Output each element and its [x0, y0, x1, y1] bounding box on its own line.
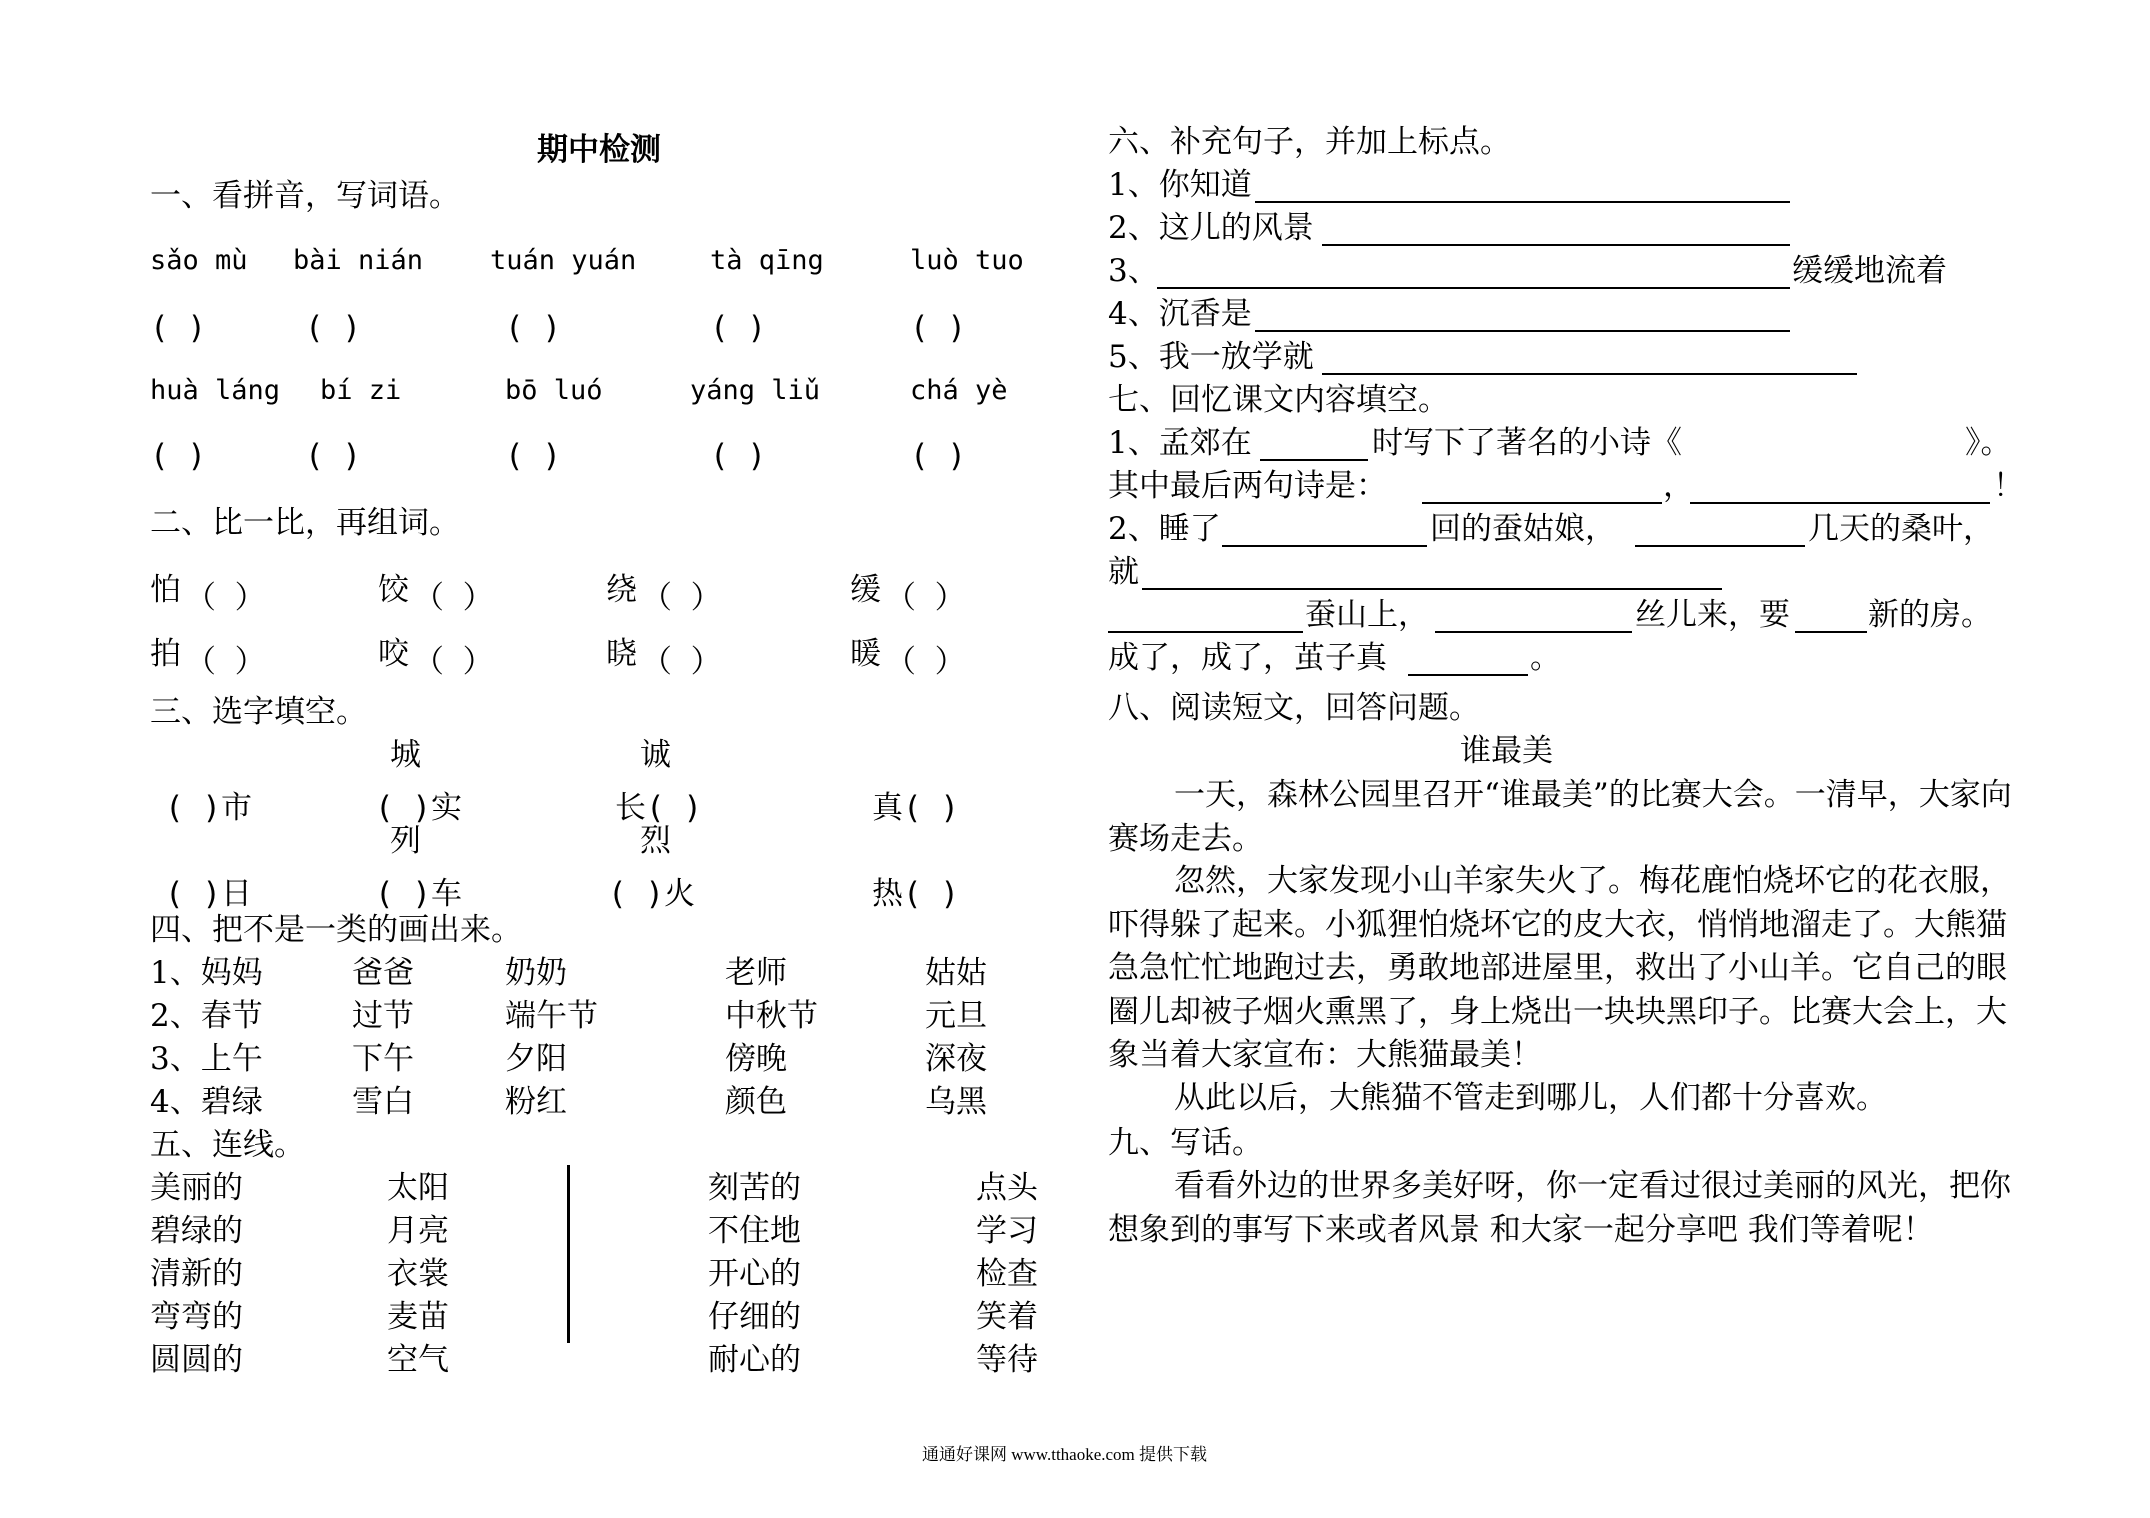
match-left-item[interactable]: 仔细的	[708, 1299, 801, 1335]
match-right-item[interactable]: 等待	[976, 1342, 1038, 1378]
story-paragraph: 忽然，大家发现小山羊家失火了。梅花鹿怕烧坏它的花衣服，吓得躲了起来。小狐狸怕烧坏它的皮大衣，悄悄地溜走了。大熊猫急急忙忙地跑过去，勇敢地部进屋里，救出了小山羊。它自己的眼圈儿却被子烟火熏黑了，身上烧出一块块黑印子。比赛大会上，大象当着大家宣布：大熊猫最美！	[1108, 863, 2011, 1073]
answer-line[interactable]	[1322, 371, 1857, 375]
pinyin-item: bài nián	[293, 245, 424, 276]
divider-line	[567, 1165, 570, 1343]
text-segment: 其中最后两句诗是：	[1108, 468, 1387, 504]
text-segment: ，	[1663, 468, 1694, 504]
char-option: 城	[390, 737, 421, 773]
answer-box[interactable]: （ ）	[885, 644, 966, 680]
match-left-item[interactable]: 耐心的	[708, 1342, 801, 1378]
char-item: 饺	[378, 572, 409, 608]
answer-line[interactable]	[1255, 328, 1790, 332]
answer-line[interactable]	[1157, 285, 1790, 289]
match-left-item[interactable]: 弯弯的	[150, 1299, 243, 1335]
word-item[interactable]: 颜色	[725, 1084, 787, 1120]
match-right-item[interactable]: 麦苗	[387, 1299, 449, 1335]
text-segment: 回的蚕姑娘，	[1430, 511, 1616, 547]
word-item[interactable]: 爸爸	[352, 955, 414, 991]
answer-box[interactable]: ( )	[710, 438, 766, 474]
answer-box[interactable]: ( )	[710, 310, 766, 346]
answer-line[interactable]	[1690, 500, 1990, 504]
word-item[interactable]: 端午节	[505, 998, 598, 1034]
char-item: 绕	[606, 572, 637, 608]
match-left-item[interactable]: 美丽的	[150, 1170, 243, 1206]
match-left-item[interactable]: 开心的	[708, 1256, 801, 1292]
word-item[interactable]: 2、春节	[150, 998, 263, 1034]
sentence-prompt: 3、	[1108, 253, 1159, 289]
answer-line[interactable]	[1408, 672, 1528, 676]
answer-box[interactable]: ( )	[910, 438, 966, 474]
answer-box[interactable]: ( )	[505, 438, 561, 474]
match-right-item[interactable]: 点头	[976, 1170, 1038, 1206]
word-item[interactable]: 元旦	[925, 998, 987, 1034]
word-item[interactable]: 下午	[352, 1041, 414, 1077]
answer-box[interactable]: ( )	[150, 438, 206, 474]
answer-line[interactable]	[1422, 500, 1662, 504]
match-right-item[interactable]: 空气	[387, 1342, 449, 1378]
answer-box[interactable]: ( )	[910, 310, 966, 346]
word-item[interactable]: 中秋节	[725, 998, 818, 1034]
pinyin-item: bí zi	[320, 375, 402, 406]
char-item: 拍	[150, 636, 181, 672]
pinyin-item: chá yè	[910, 375, 1008, 406]
sentence-tail: 缓缓地流着	[1792, 253, 1947, 289]
word-item[interactable]: 粉红	[505, 1084, 567, 1120]
answer-line[interactable]	[1222, 543, 1427, 547]
fill-blank[interactable]: ( )市	[165, 790, 252, 826]
sentence-prompt: 4、沉香是	[1108, 296, 1252, 332]
pinyin-item: tà qīng	[710, 245, 824, 276]
word-item[interactable]: 奶奶	[505, 955, 567, 991]
char-item: 怕	[150, 572, 181, 608]
fill-blank[interactable]: 热( )	[872, 876, 959, 912]
answer-line[interactable]	[1635, 543, 1805, 547]
text-segment: 新的房。	[1868, 597, 1992, 633]
pinyin-item: bō luó	[505, 375, 603, 406]
match-right-item[interactable]: 检查	[976, 1256, 1038, 1292]
section-9-heading: 九、写话。	[1108, 1125, 1263, 1161]
word-item[interactable]: 过节	[352, 998, 414, 1034]
fill-blank[interactable]: 长( )	[615, 790, 702, 826]
fill-blank[interactable]: 真( )	[872, 790, 959, 826]
pinyin-item: huà láng	[150, 375, 281, 406]
match-left-item[interactable]: 刻苦的	[708, 1170, 801, 1206]
pinyin-item: yáng liǔ	[690, 375, 821, 406]
word-item[interactable]: 夕阳	[505, 1041, 567, 1077]
match-left-item[interactable]: 圆圆的	[150, 1342, 243, 1378]
text-segment: 1、孟郊在	[1108, 425, 1252, 461]
sentence-prompt: 2、这儿的风景	[1108, 210, 1314, 246]
answer-line[interactable]	[1435, 629, 1632, 633]
match-left-item[interactable]: 清新的	[150, 1256, 243, 1292]
answer-box[interactable]: （ ）	[185, 580, 266, 616]
word-item[interactable]: 傍晚	[725, 1041, 787, 1077]
story-paragraph: 一天，森林公园里召开“谁最美”的比赛大会。一清早，大家向赛场走去。	[1108, 777, 2012, 857]
text-segment: 蚕山上，	[1305, 597, 1429, 633]
text-segment: 。	[1530, 640, 1561, 676]
match-right-item[interactable]: 月亮	[387, 1213, 449, 1249]
section-3-heading: 三、选字填空。	[150, 694, 367, 730]
char-item: 暖	[850, 636, 881, 672]
text-segment: 时写下了著名的小诗《	[1372, 425, 1682, 461]
answer-line[interactable]	[1142, 586, 1722, 590]
word-item[interactable]: 4、碧绿	[150, 1084, 263, 1120]
answer-box[interactable]: （ ）	[641, 580, 722, 616]
section-4-heading: 四、把不是一类的画出来。	[150, 912, 522, 948]
sentence-prompt: 1、你知道	[1108, 167, 1252, 203]
word-item[interactable]: 老师	[725, 955, 787, 991]
answer-box[interactable]: （ ）	[413, 580, 494, 616]
section-2-heading: 二、比一比，再组词。	[150, 505, 460, 541]
char-option: 诚	[640, 737, 671, 773]
writing-prompt: 看看外边的世界多美好呀，你一定看过很过美丽的风光，把你想象到的事写下来或者风景 和大家一起分享吧 我们等着呢！	[1108, 1168, 2011, 1248]
fill-blank[interactable]: ( )车	[375, 876, 462, 912]
story-title: 谁最美	[1460, 733, 1553, 769]
char-option: 烈	[640, 823, 671, 859]
char-item: 晓	[606, 636, 637, 672]
answer-box[interactable]: ( )	[505, 310, 561, 346]
answer-line[interactable]	[1322, 242, 1790, 246]
answer-box[interactable]: （ ）	[885, 580, 966, 616]
section-7-heading: 七、回忆课文内容填空。	[1108, 382, 1449, 418]
word-item[interactable]: 姑姑	[925, 955, 987, 991]
answer-line[interactable]	[1108, 629, 1303, 633]
match-right-item[interactable]: 太阳	[387, 1170, 449, 1206]
pinyin-item: sǎo mù	[150, 245, 248, 276]
answer-box[interactable]: （ ）	[413, 644, 494, 680]
text-segment: 2、睡了	[1108, 511, 1221, 547]
section-1-heading: 一、看拼音，写词语。	[150, 178, 460, 214]
char-item: 咬	[378, 636, 409, 672]
fill-blank[interactable]: ( )日	[165, 876, 252, 912]
text-segment: 就	[1108, 554, 1139, 590]
char-item: 缓	[850, 572, 881, 608]
fill-blank[interactable]: ( )实	[375, 790, 462, 826]
word-item[interactable]: 雪白	[352, 1084, 414, 1120]
answer-line[interactable]	[1260, 457, 1368, 461]
fill-blank[interactable]: ( )火	[608, 876, 695, 912]
answer-box[interactable]: ( )	[305, 310, 361, 346]
answer-box[interactable]: （ ）	[185, 644, 266, 680]
answer-box[interactable]: ( )	[150, 310, 206, 346]
text-segment: 》。	[1965, 425, 2012, 461]
answer-line[interactable]	[1795, 629, 1867, 633]
pinyin-item: tuán yuán	[490, 245, 637, 276]
text-segment: 几天的桑叶，	[1808, 511, 1994, 547]
word-item[interactable]: 深夜	[925, 1041, 987, 1077]
match-left-item[interactable]: 不住地	[708, 1213, 801, 1249]
match-right-item[interactable]: 衣裳	[387, 1256, 449, 1292]
pinyin-item: luò tuo	[910, 245, 1024, 276]
match-right-item[interactable]: 笑着	[976, 1299, 1038, 1335]
section-5-heading: 五、连线。	[150, 1127, 305, 1163]
section-6-heading: 六、补充句子，并加上标点。	[1108, 124, 1511, 160]
word-item[interactable]: 乌黑	[925, 1084, 987, 1120]
text-segment: 丝儿来，要	[1635, 597, 1790, 633]
word-item[interactable]: 3、上午	[150, 1041, 263, 1077]
word-item[interactable]: 1、妈妈	[150, 955, 263, 991]
char-option: 列	[390, 823, 421, 859]
match-right-item[interactable]: 学习	[976, 1213, 1038, 1249]
match-left-item[interactable]: 碧绿的	[150, 1213, 243, 1249]
answer-box[interactable]: ( )	[305, 438, 361, 474]
answer-line[interactable]	[1255, 199, 1790, 203]
footer-text: 通通好课网 www.tthaoke.com 提供下载	[922, 1445, 1208, 1464]
text-segment: 成了，成了，茧子真	[1108, 640, 1387, 676]
section-8-heading: 八、阅读短文，回答问题。	[1108, 690, 1480, 726]
sentence-prompt: 5、我一放学就	[1108, 339, 1314, 375]
text-segment: ！	[1993, 468, 2024, 504]
story-paragraph: 从此以后，大熊猫不管走到哪儿，人们都十分喜欢。	[1174, 1080, 1887, 1116]
answer-box[interactable]: （ ）	[641, 644, 722, 680]
page-title: 期中检测	[537, 132, 661, 168]
